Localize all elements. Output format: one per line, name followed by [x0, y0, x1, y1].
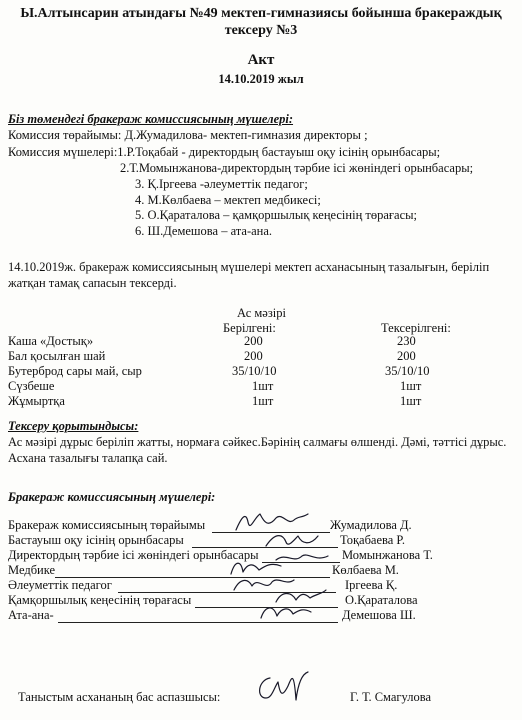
act-date: 14.10.2019 жыл [218, 72, 304, 86]
cook-name: Г. Т. Смагулова [350, 690, 432, 704]
commission-chair: Комиссия төрайымы: Д.Жумадилова- мектеп-гимназия директоры ; [8, 128, 368, 142]
menu-col-checked: Тексерілгені: [381, 321, 451, 335]
commission-member: 2.Т.Момынжанова-директордың тәрбие ісі жөніндегі орынбасары; [120, 161, 474, 175]
menu-row-name: Каша «Достық» [8, 334, 94, 348]
menu-row-given: 1шт [252, 394, 274, 408]
signature-role: Бастауыш оқу ісінің орынбасары [8, 533, 184, 547]
signature-name: Іргеева Қ. [345, 578, 398, 592]
signatures-heading: Бракераж комиссиясының мүшелері: [8, 490, 216, 504]
signature-role: Бракераж комиссиясының төрайымы [8, 518, 206, 532]
result-line1: Ас мәзірі дұрыс беріліп жатты, нормаға сәйкес.Бәрінің салмағы өлшенді. Дәмі, тәттісі дұрыс. [8, 435, 507, 449]
signature-role: Медбике [8, 563, 56, 577]
document-title-line1: Ы.Алтынсарин атындағы №49 мектеп-гимназиясы бойынша бракераждық [20, 6, 502, 21]
commission-heading: Біз төмендегі бракераж комиссиясының мүшелері: [8, 112, 294, 126]
commission-member: 4. М.Көлбаева – мектеп медбикесі; [135, 193, 321, 207]
commission-member: 5. О.Қараталова – қамқоршылық кеңесінің төрағасы; [135, 208, 417, 222]
commission-member: 6. Ш.Демешова – ата-ана. [135, 224, 273, 238]
signature-role: Директордың тәрбие ісі жөніндегі орынбасары [8, 548, 259, 562]
intro-line2: жатқан тамақ сапасын тексерді. [8, 276, 177, 290]
menu-row-given: 1шт [252, 379, 274, 393]
result-heading: Тексеру қорытындысы: [8, 419, 139, 433]
commission-member: 3. Қ.Іргеева -әлеуметтік педагог; [135, 177, 308, 191]
signature-name: Демешова Ш. [342, 608, 416, 622]
menu-row-given: 35/10/10 [232, 364, 277, 378]
menu-row-given: 200 [244, 334, 263, 348]
document-title-line2: тексеру №3 [224, 23, 298, 38]
result-line2: Асхана тазалығы талапқа сай. [8, 451, 168, 465]
signature-role: Қамқоршылық кеңесінің төрағасы [8, 593, 192, 607]
menu-col-given: Берілгені: [223, 321, 276, 335]
menu-title: Ас мәзірі [237, 306, 286, 320]
cook-role: Таныстым асхананың бас аспазшысы: [18, 690, 221, 704]
signature-name: Тоқабаева Р. [340, 533, 405, 547]
act-heading: Акт [247, 52, 275, 68]
commission-members-line1: Комиссия мүшелері:1.Р.Тоқабай - директордың бастауыш оқу ісінің орынбасары; [8, 145, 441, 159]
menu-row-given: 200 [244, 349, 263, 363]
signature-name: Жумадилова Д. [330, 518, 412, 532]
signature-role: Ата-ана- [8, 608, 54, 622]
menu-row-name: Бал қосылған шай [8, 349, 106, 363]
signature-name: Момынжанова Т. [342, 548, 433, 562]
menu-row-checked: 35/10/10 [385, 364, 430, 378]
signature-name: Көлбаева М. [332, 563, 399, 577]
handwritten-signature [255, 600, 315, 624]
menu-row-name: Сүзбеше [8, 379, 55, 393]
handwritten-signature [262, 528, 322, 552]
handwritten-signature [248, 668, 318, 708]
signature-name: О.Қараталова [345, 593, 418, 607]
intro-line1: 14.10.2019ж. бракераж комиссиясының мүшелері мектеп асханасының тазалығын, беріліп [8, 260, 490, 274]
menu-row-checked: 230 [397, 334, 416, 348]
menu-row-checked: 200 [397, 349, 416, 363]
signature-role: Әлеуметтік педагог [8, 578, 112, 592]
menu-row-name: Жұмыртқа [8, 394, 65, 408]
menu-row-checked: 1шт [400, 394, 422, 408]
menu-row-checked: 1шт [400, 379, 422, 393]
menu-row-name: Бутерброд сары май, сыр [8, 364, 142, 378]
